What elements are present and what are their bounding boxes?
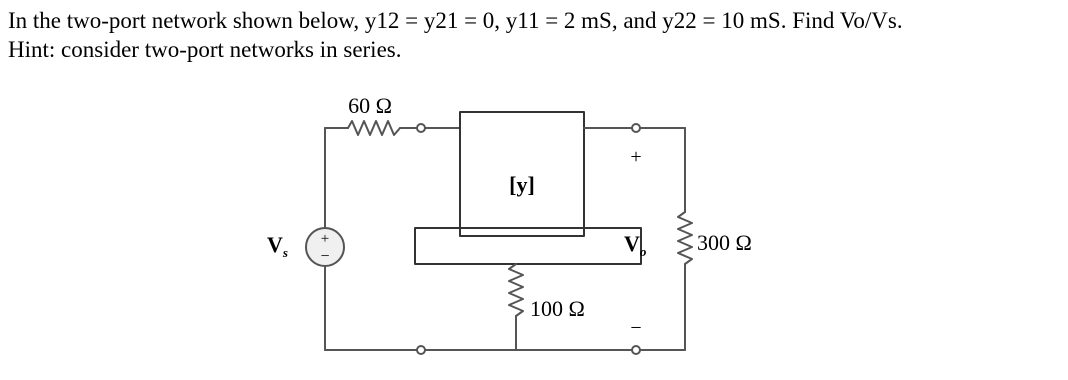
terminal-input-top	[417, 124, 425, 132]
two-port-label: [y]	[509, 172, 535, 197]
source-plus-sign: +	[320, 231, 330, 247]
terminal-input-bottom	[417, 346, 425, 354]
output-voltage-label: $V_o$	[624, 231, 647, 259]
resistor-60-label: 60 Ω	[348, 93, 392, 118]
problem-hint: Hint: consider two-port networks in series.	[8, 37, 402, 62]
output-minus-sign: −	[630, 317, 642, 339]
terminal-output-top	[632, 124, 640, 132]
output-plus-sign: +	[630, 146, 642, 168]
resistor-100-label: 100 Ω	[530, 296, 585, 321]
resistor-60-zigzag	[348, 121, 400, 135]
terminal-output-bottom	[632, 346, 640, 354]
resistor-300-label: 300 Ω	[697, 230, 752, 255]
resistor-100-zigzag	[509, 264, 523, 316]
source-minus-sign: −	[320, 248, 330, 265]
source-voltage-label: $V_s$	[267, 232, 288, 260]
problem-statement: In the two-port network shown below, y12 = y21 = 0, y11 = 2 mS, and y22 = 10 mS. Find Vo/Vs.	[8, 8, 903, 33]
resistor-300-zigzag	[678, 212, 692, 264]
series-network-box	[415, 228, 641, 264]
